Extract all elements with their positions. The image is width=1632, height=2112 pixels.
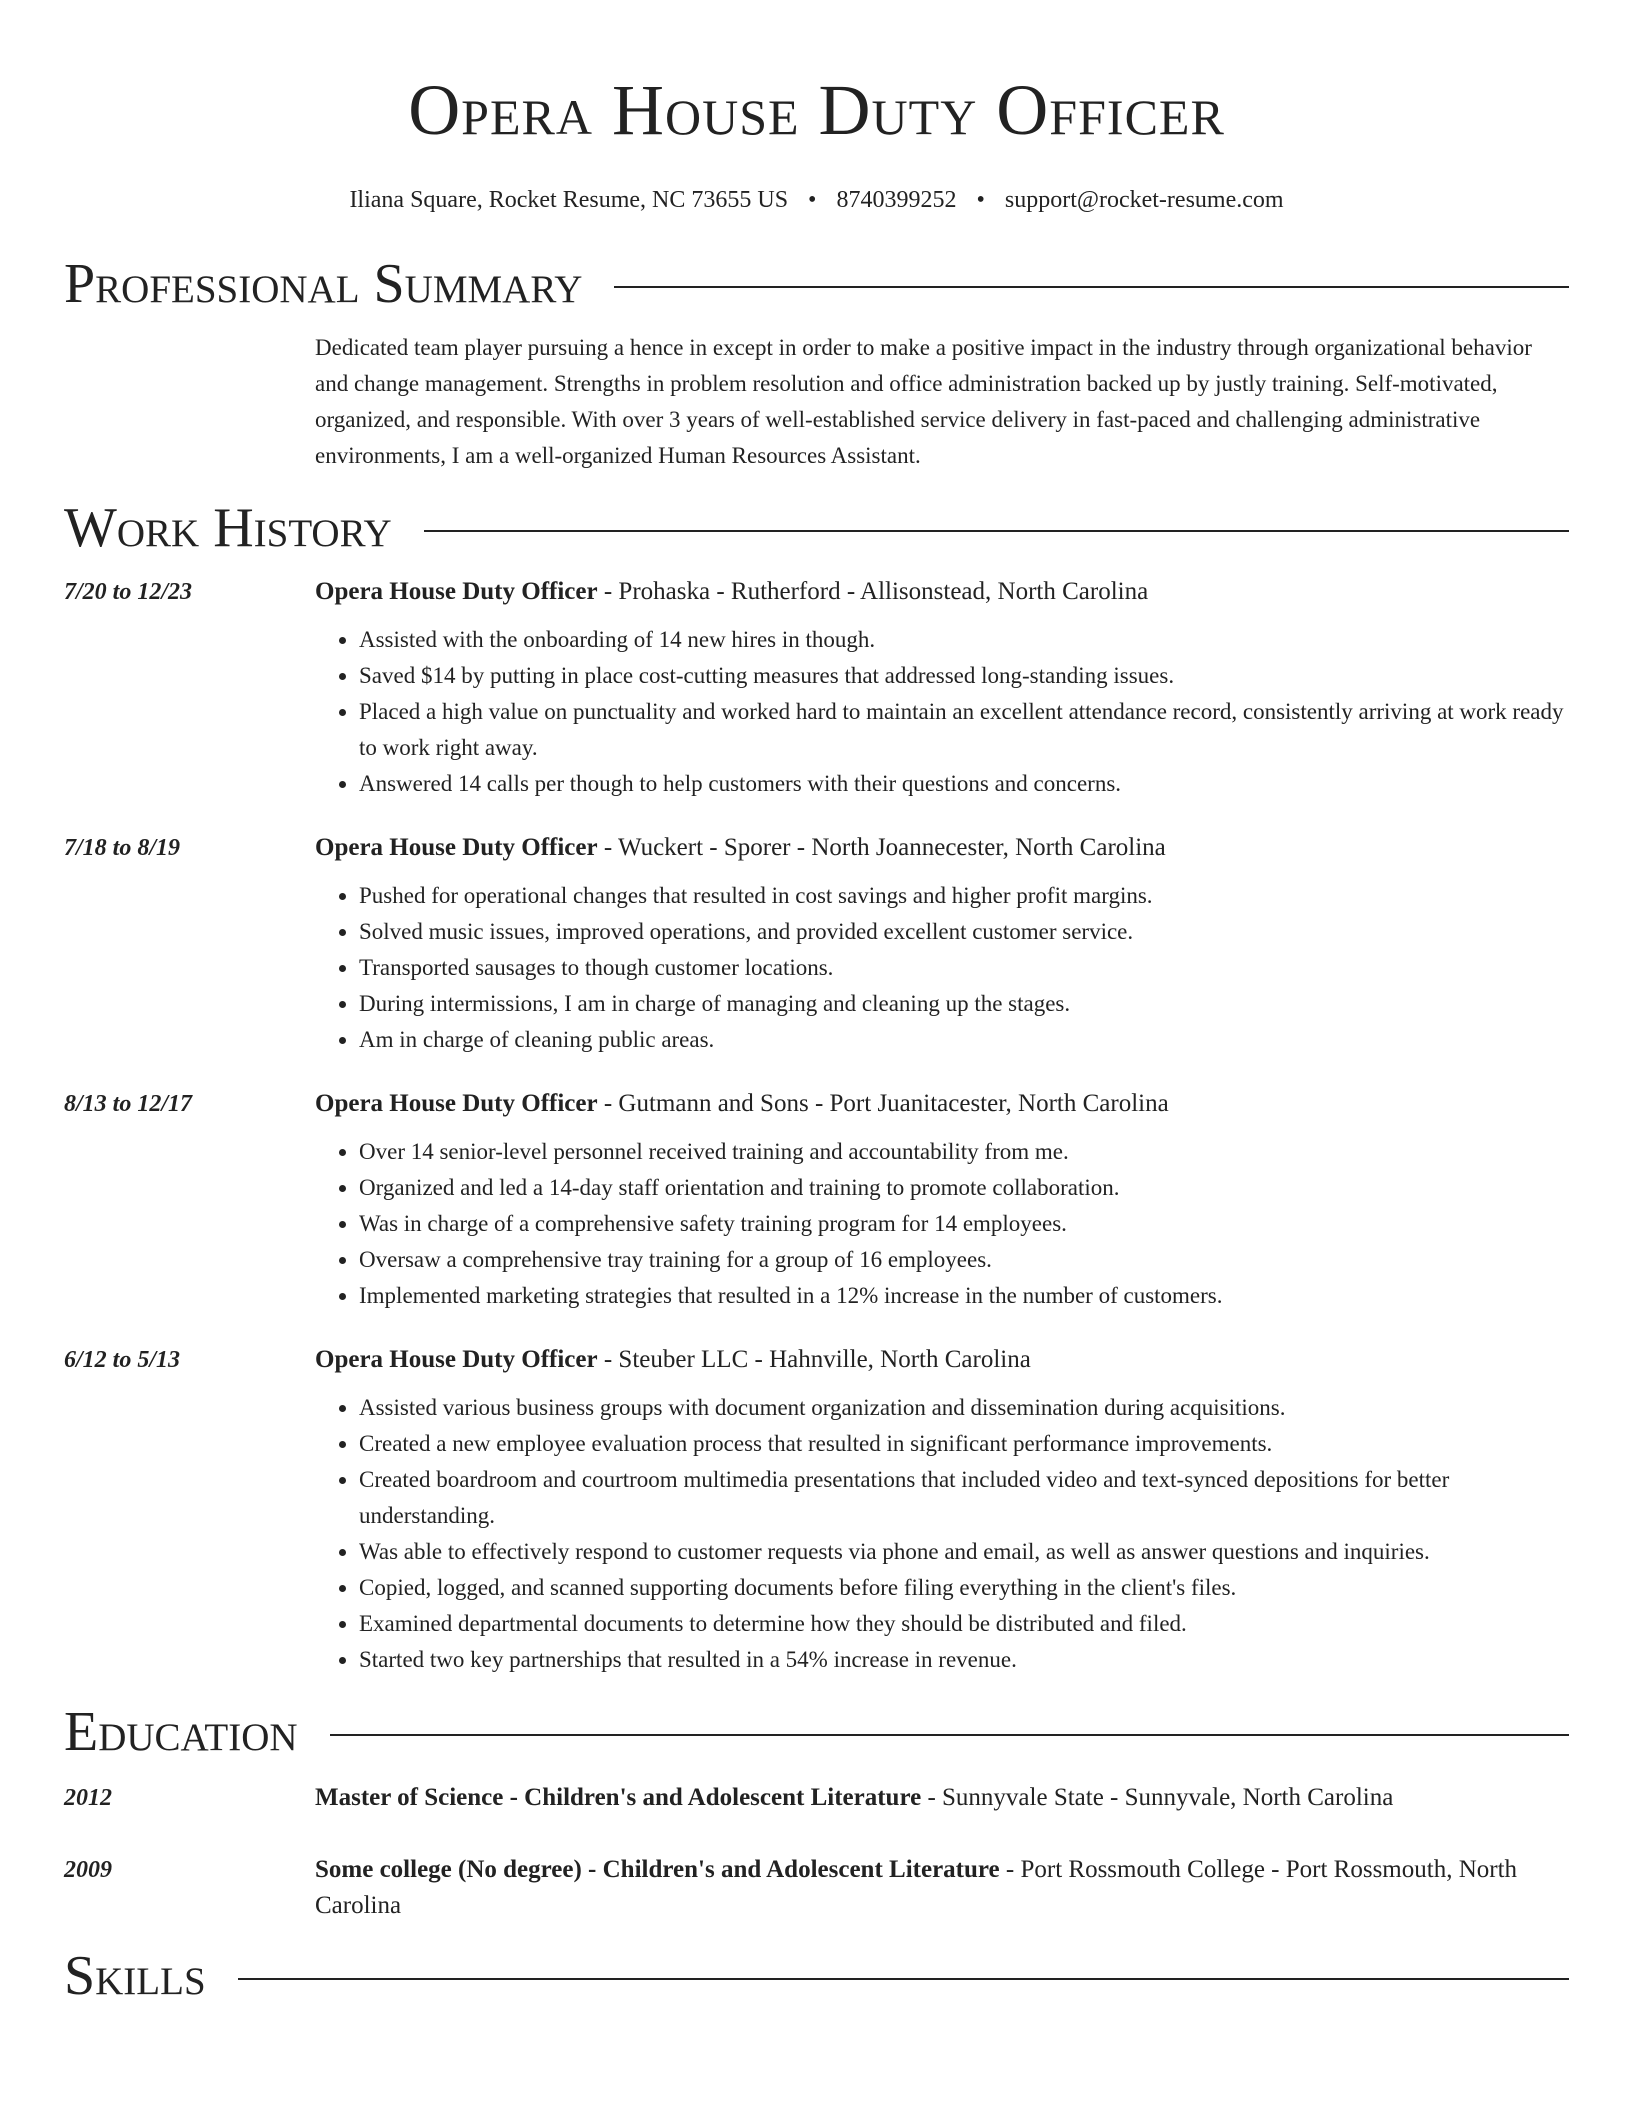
education-degree: Master of Science - Children's and Adolescent Literature bbox=[315, 1784, 922, 1811]
job-bullet-item: • Saved $14 by putting in place cost-cutting measures that addressed long-standing issues. bbox=[359, 658, 1569, 694]
job-title-line bbox=[315, 1086, 1569, 1122]
section-divider bbox=[424, 530, 1569, 532]
job-title: Opera House Duty Officer bbox=[315, 1346, 598, 1373]
job-dates: 8/13 to 12/17 bbox=[64, 1091, 193, 1117]
job-bullet-item: • Over 14 senior-level personnel received training and accountability from me. bbox=[359, 1134, 1569, 1170]
job-bullet-item: • Oversaw a comprehensive tray training for a group of 16 employees. bbox=[359, 1242, 1569, 1278]
job-bullet-item: • Transported sausages to though customer locations. bbox=[359, 950, 1569, 986]
summary-heading: Professional Summary bbox=[64, 253, 583, 315]
contact-line bbox=[64, 184, 1569, 216]
job-bullet-item: • Created boardroom and courtroom multimedia presentations that included video and text-synced depositions for better understanding. bbox=[359, 1462, 1569, 1534]
education-entry bbox=[64, 1852, 1569, 1924]
job-employer: - Prohaska - Rutherford - Allisonstead, North Carolina bbox=[597, 578, 1149, 605]
education-list bbox=[64, 1780, 1569, 1924]
candidate-name: Opera House Duty Officer bbox=[408, 70, 1225, 150]
job-bullet-item: • Assisted various business groups with document organization and dissemination during acquisitions. bbox=[359, 1390, 1569, 1426]
job-bullet-item: • Was able to effectively respond to customer requests via phone and email, as well as answer questions and inquiries. bbox=[359, 1534, 1569, 1570]
education-details bbox=[315, 1852, 1569, 1924]
job-employer: - Steuber LLC - Hahnville, North Carolina bbox=[597, 1346, 1031, 1373]
job-bullet-item: • Pushed for operational changes that resulted in cost savings and higher profit margins. bbox=[359, 878, 1569, 914]
job-details bbox=[315, 574, 1569, 802]
job-bullet-item: • Was in charge of a comprehensive safety training program for 14 employees. bbox=[359, 1206, 1569, 1242]
job-bullet-item: • Answered 14 calls per though to help customers with their questions and concerns. bbox=[359, 766, 1569, 802]
education-school: - Sunnyvale State - Sunnyvale, North Carolina bbox=[921, 1784, 1394, 1811]
job-entry bbox=[64, 574, 1569, 802]
contact-address: Iliana Square, Rocket Resume, NC 73655 US bbox=[349, 187, 789, 213]
job-details bbox=[315, 1086, 1569, 1314]
job-dates: 7/20 to 12/23 bbox=[64, 579, 193, 605]
job-bullets bbox=[315, 1134, 1569, 1314]
work-heading: Work History bbox=[64, 497, 392, 559]
job-entry bbox=[64, 830, 1569, 1058]
section-divider bbox=[614, 286, 1569, 288]
job-title: Opera House Duty Officer bbox=[315, 1090, 598, 1117]
job-bullets bbox=[315, 878, 1569, 1058]
job-dates: 7/18 to 8/19 bbox=[64, 835, 181, 861]
job-bullet-item: • Implemented marketing strategies that resulted in a 12% increase in the number of customers. bbox=[359, 1278, 1569, 1314]
summary-section-header bbox=[64, 252, 1569, 316]
job-bullet-item: • Examined departmental documents to determine how they should be distributed and filed. bbox=[359, 1606, 1569, 1642]
job-bullets bbox=[315, 622, 1569, 802]
job-entry bbox=[64, 1342, 1569, 1678]
job-employer: - Wuckert - Sporer - North Joannecester, North Carolina bbox=[597, 834, 1166, 861]
job-bullet-item: • During intermissions, I am in charge of managing and cleaning up the stages. bbox=[359, 986, 1569, 1022]
contact-email: support@rocket-resume.com bbox=[1004, 187, 1284, 213]
job-bullet-item: • Created a new employee evaluation process that resulted in significant performance improvements. bbox=[359, 1426, 1569, 1462]
section-divider bbox=[238, 1978, 1569, 1980]
education-details bbox=[315, 1780, 1569, 1816]
contact-separator: • bbox=[808, 187, 817, 213]
job-bullet-item: • Placed a high value on punctuality and worked hard to maintain an excellent attendance record, consistently arriving at work ready to work right away. bbox=[359, 694, 1569, 766]
job-dates: 6/12 to 5/13 bbox=[64, 1347, 181, 1373]
job-bullets bbox=[315, 1390, 1569, 1678]
job-bullet-item: • Started two key partnerships that resulted in a 54% increase in revenue. bbox=[359, 1642, 1569, 1678]
section-divider bbox=[330, 1734, 1569, 1736]
education-school: - Port Rossmouth College - Port Rossmouth, North Carolina bbox=[315, 1856, 1518, 1919]
job-bullet-item: • Solved music issues, improved operations, and provided excellent customer service. bbox=[359, 914, 1569, 950]
education-degree: Some college (No degree) - Children's and Adolescent Literature bbox=[315, 1856, 1000, 1883]
job-bullet-item: • Assisted with the onboarding of 14 new hires in though. bbox=[359, 622, 1569, 658]
skills-section-header bbox=[64, 1944, 1569, 2008]
work-history-list bbox=[64, 574, 1569, 1678]
contact-separator: • bbox=[976, 187, 985, 213]
summary-text: Dedicated team player pursuing a hence in except in order to make a positive impact in the industry through organizational behavior and change management. Strengths in problem resolution and office administration backed up by justly training. Self-motivated, organized, and responsible. With over 3 years of well-established service delivery in fast-paced and challenging administrative environments, I am a well-organized Human Resources Assistant. bbox=[315, 335, 1532, 468]
contact-phone: 8740399252 bbox=[836, 187, 957, 213]
education-year: 2012 bbox=[64, 1785, 112, 1811]
job-title: Opera House Duty Officer bbox=[315, 834, 598, 861]
summary-left-spacer bbox=[64, 330, 315, 474]
work-section-header bbox=[64, 496, 1569, 560]
education-entry bbox=[64, 1780, 1569, 1816]
job-title: Opera House Duty Officer bbox=[315, 578, 598, 605]
job-title-line bbox=[315, 574, 1569, 610]
job-bullet-item: • Am in charge of cleaning public areas. bbox=[359, 1022, 1569, 1058]
education-section-header bbox=[64, 1700, 1569, 1764]
job-entry bbox=[64, 1086, 1569, 1314]
job-employer: - Gutmann and Sons - Port Juanitacester, North Carolina bbox=[597, 1090, 1169, 1117]
skills-heading: Skills bbox=[64, 1945, 206, 2007]
job-details bbox=[315, 830, 1569, 1058]
education-year: 2009 bbox=[64, 1857, 112, 1883]
job-title-line bbox=[315, 1342, 1569, 1378]
job-title-line bbox=[315, 830, 1569, 866]
education-heading: Education bbox=[64, 1701, 298, 1763]
job-details bbox=[315, 1342, 1569, 1678]
summary-row bbox=[64, 330, 1569, 474]
job-bullet-item: • Copied, logged, and scanned supporting documents before filing everything in the client's files. bbox=[359, 1570, 1569, 1606]
job-bullet-item: • Organized and led a 14-day staff orientation and training to promote collaboration. bbox=[359, 1170, 1569, 1206]
